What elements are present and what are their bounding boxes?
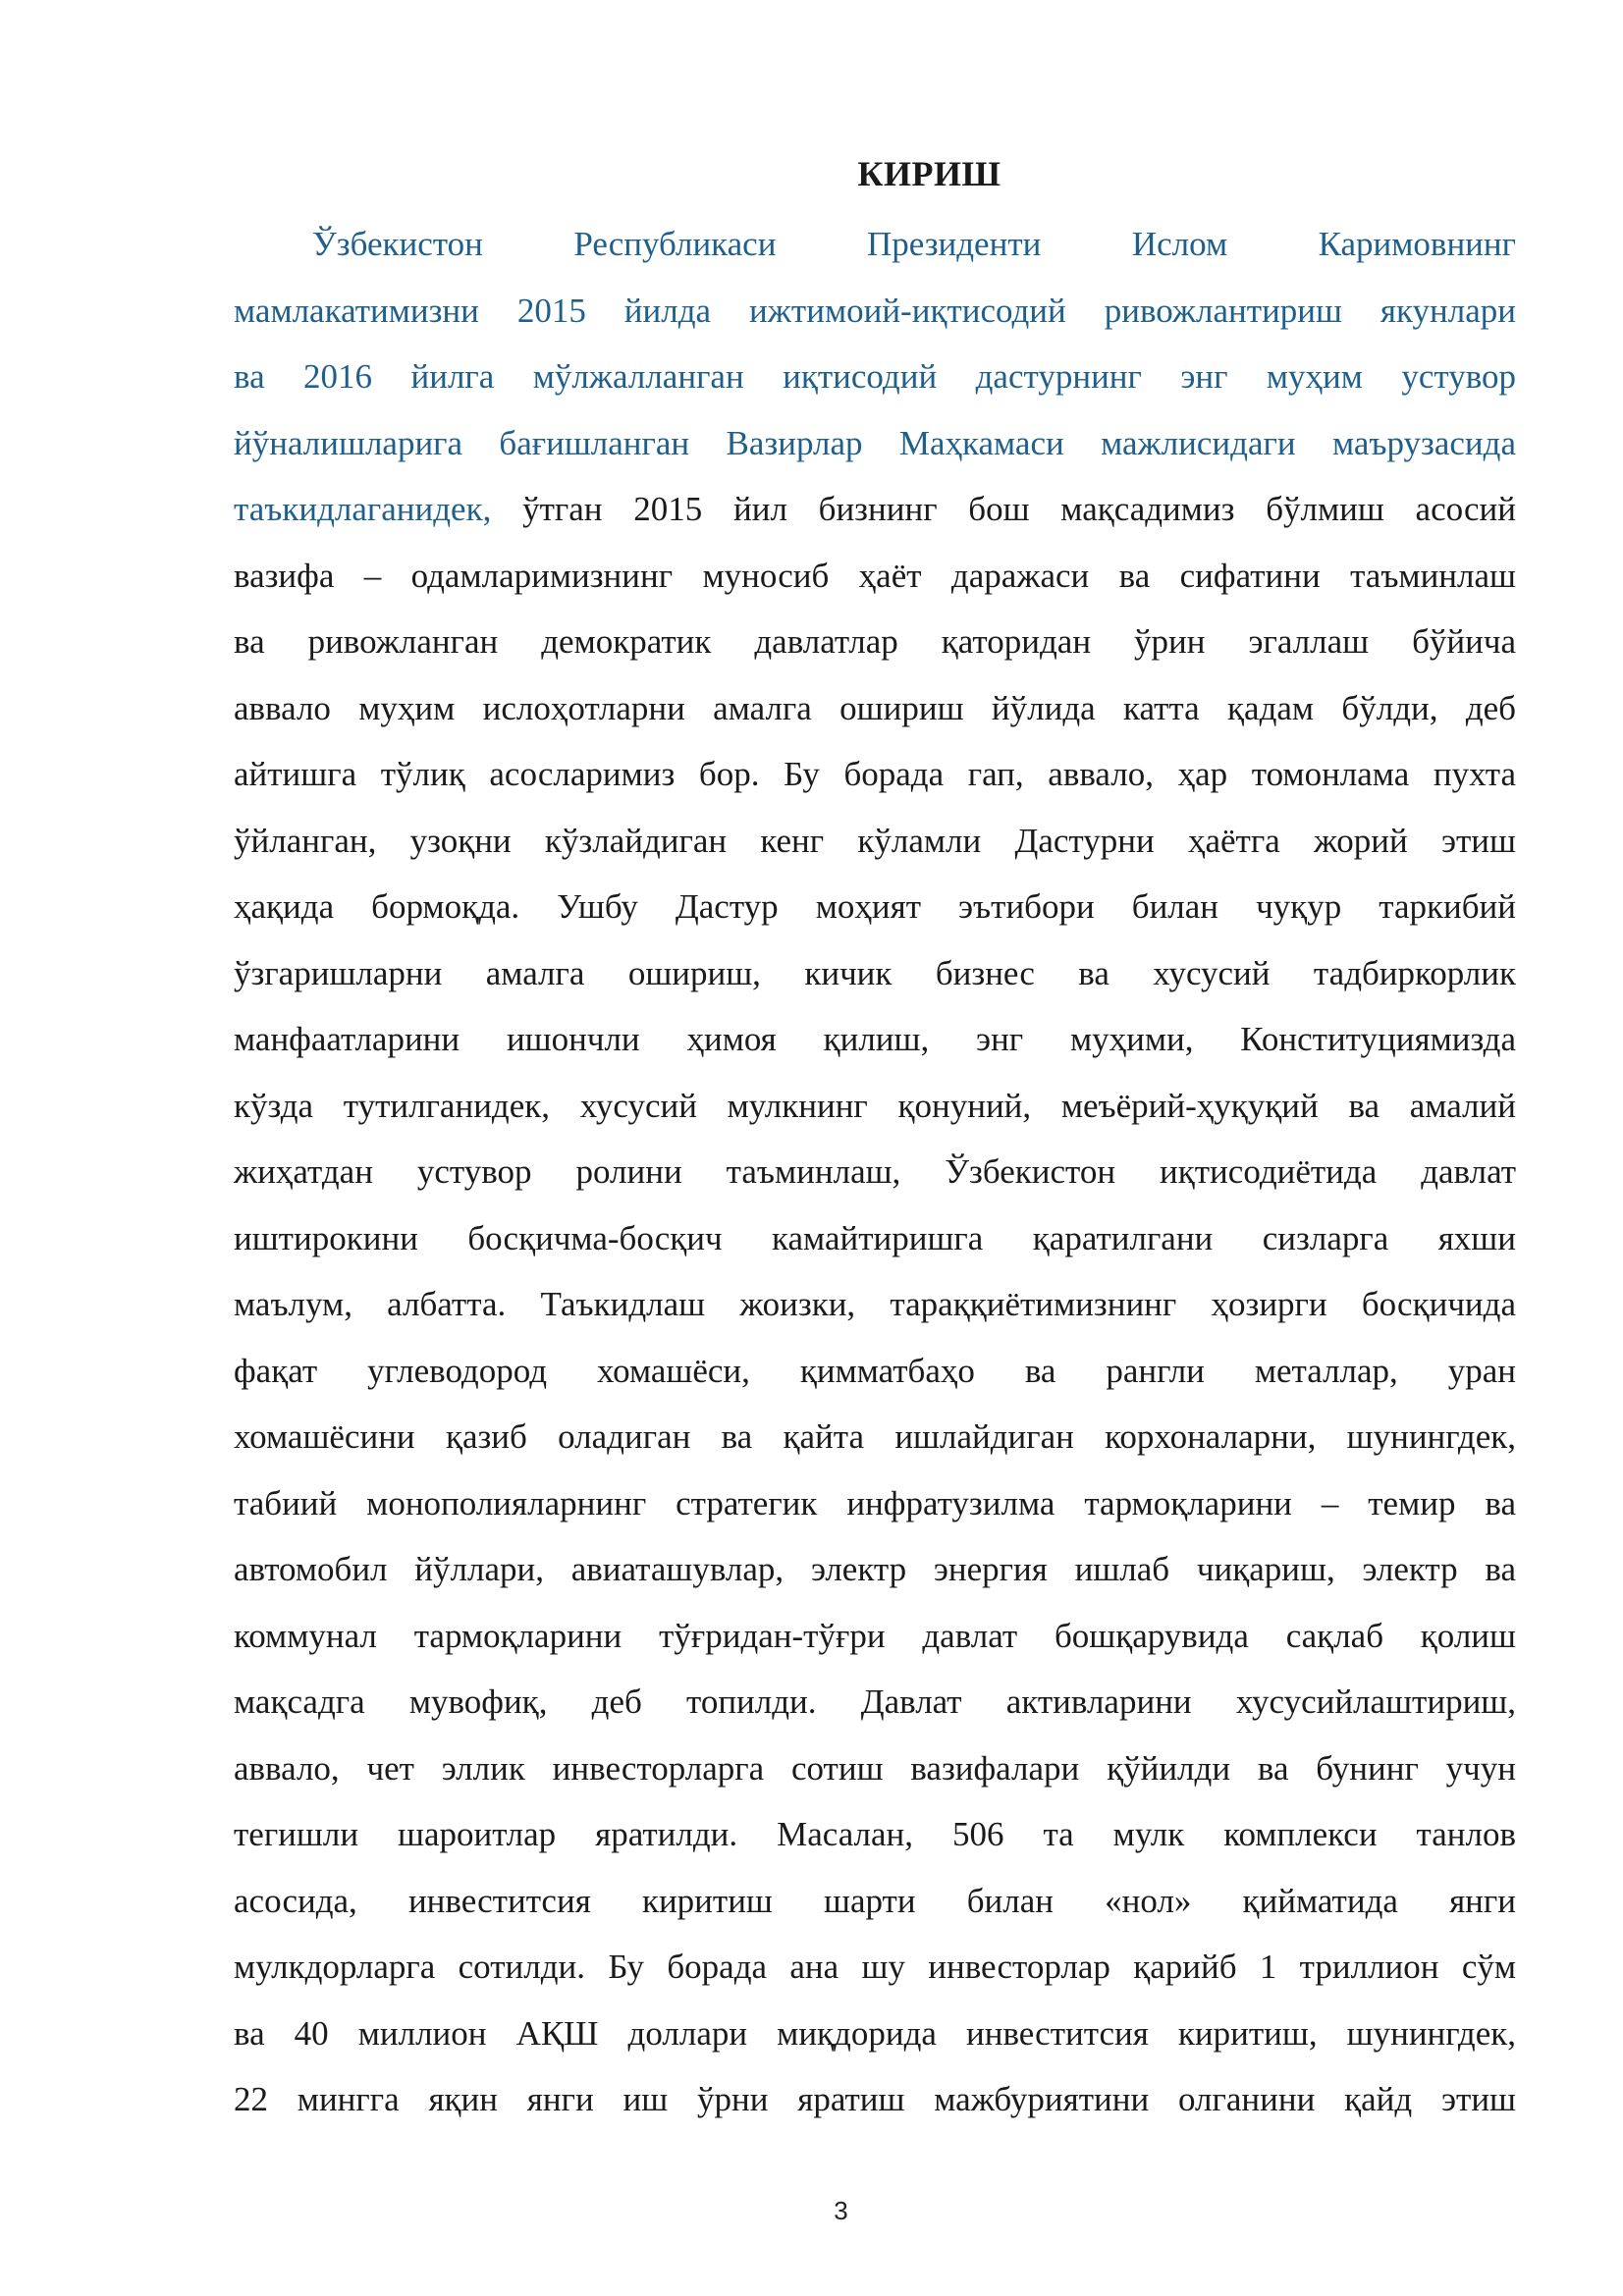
paragraph-line: иштирокини босқичма-босқич камайтиришга қаратилгани сизларга яхши — [234, 1218, 1516, 1257]
paragraph-line: ва 2016 йилга мўлжалланган иқтисодий дастурнинг энг муҳим устувор — [234, 357, 1516, 396]
paragraph-line: айтишга тўлиқ асосларимиз бор. Бу борада гап, аввало, ҳар томонлама пухта — [234, 755, 1516, 793]
page-number: 3 — [834, 2196, 848, 2225]
paragraph-line: аввало муҳим ислоҳотларни амалга ошириш йўлида катта қадам бўлди, деб — [234, 688, 1516, 727]
paragraph-line: ва ривожланган демократик давлатлар қаторидан ўрин эгаллаш бўйича — [234, 622, 1516, 661]
body-paragraph — [234, 211, 1516, 2133]
paragraph-line: хомашёсини қазиб оладиган ва қайта ишлайдиган корхоналарни, шунингдек, — [234, 1417, 1516, 1456]
paragraph-line: ва 40 миллион АҚШ доллари миқдорида инвеститсия киритиш, шунингдек, — [234, 2013, 1516, 2053]
paragraph-line: мақсадга мувофиқ, деб топилди. Давлат активларини хусусийлаштириш, — [234, 1682, 1516, 1721]
paragraph-line: автомобил йўллари, авиаташувлар, электр энергия ишлаб чиқариш, электр ва — [234, 1550, 1516, 1588]
paragraph-line: ҳақида бормоқда. Ушбу Дастур моҳият эътибори билан чуқур таркибий — [234, 887, 1516, 926]
paragraph-line: маълум, албатта. Таъкидлаш жоизки, тараққиётимизнинг ҳозирги босқичида — [234, 1285, 1516, 1323]
paragraph-line: таъкидлаганидек, ўтган 2015 йил бизнинг бош мақсадимиз бўлмиш асосий — [234, 490, 1516, 528]
paragraph-line: ўзгаришларни амалга ошириш, кичик бизнес ва хусусий тадбиркорлик — [234, 953, 1516, 992]
paragraph-line: жиҳатдан устувор ролини таъминлаш, Ўзбекистон иқтисодиётида давлат — [234, 1152, 1516, 1191]
section-heading: КИРИШ — [857, 154, 1001, 193]
paragraph-line: мулкдорларга сотилди. Бу борада ана шу инвесторлар қарийб 1 триллион сўм — [234, 1948, 1516, 1986]
paragraph-line: фақат углеводород хомашёси, қимматбаҳо ва рангли металлар, уран — [234, 1351, 1516, 1390]
paragraph-line: мамлакатимизни 2015 йилда ижтимоий-иқтисодий ривожлантириш якунлари — [234, 291, 1516, 330]
paragraph-line: ўйланган, узоқни кўзлайдиган кенг кўламли Дастурни ҳаётга жорий этиш — [234, 821, 1516, 860]
paragraph-line: аввало, чет эллик инвесторларга сотиш вазифалари қўйилди ва бунинг учун — [234, 1748, 1516, 1788]
paragraph-line: кўзда тутилганидек, хусусий мулкнинг қонуний, меъёрий-ҳуқуқий ва амалий — [234, 1086, 1516, 1125]
paragraph-line: асосида, инвеститсия киритиш шарти билан «нол» қийматида янги — [234, 1881, 1516, 1920]
paragraph-line: йўналишларига бағишланган Вазирлар Маҳкамаси мажлисидаги маърузасида — [234, 423, 1516, 462]
paragraph-line: 22 мингга яқин янги иш ўрни яратиш мажбуриятини олганини қайд этиш — [234, 2080, 1516, 2118]
paragraph-line: тегишли шароитлар яратилди. Масалан, 506 та мулк комплекси танлов — [234, 1815, 1516, 1853]
paragraph-line: табиий монополияларнинг стратегик инфратузилма тармоқларини – темир ва — [234, 1483, 1516, 1522]
paragraph-line: манфаатларини ишончли ҳимоя қилиш, энг муҳими, Конституциямизда — [234, 1020, 1516, 1058]
paragraph-line: вазифа – одамларимизнинг муносиб ҳаёт даражаси ва сифатини таъминлаш — [234, 556, 1516, 595]
paragraph-line: коммунал тармоқларини тўғридан-тўғри давлат бошқарувида сақлаб қолиш — [234, 1616, 1516, 1655]
paragraph-line: Ўзбекистон Республикаси Президенти Ислом Каримовнинг — [312, 225, 1516, 263]
